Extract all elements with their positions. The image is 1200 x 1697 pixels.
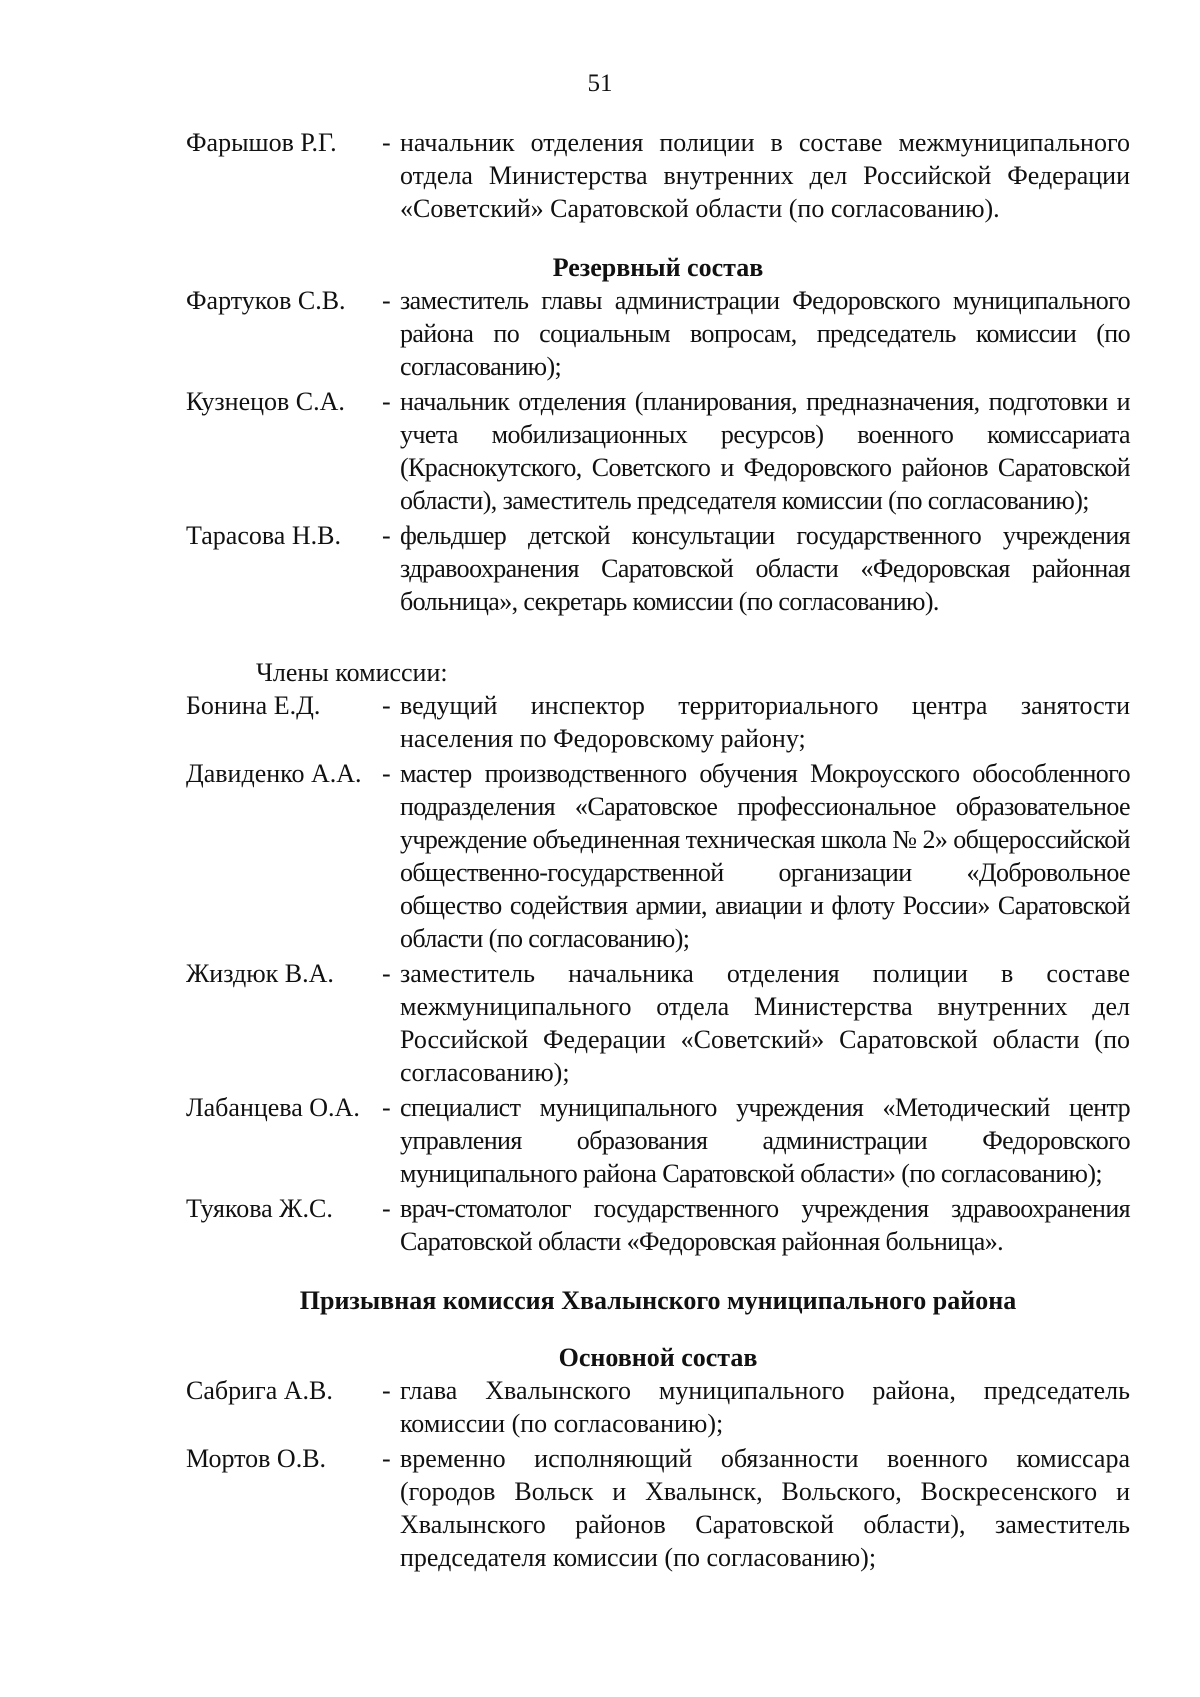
dash-separator: - <box>382 1444 391 1473</box>
member-name: Мортов О.В. <box>186 1444 327 1473</box>
member-name: Туякова Ж.С. <box>186 1194 333 1223</box>
list-item <box>186 1442 1130 1574</box>
dash-separator: - <box>382 1376 391 1405</box>
members-label: Члены комиссии: <box>256 658 448 687</box>
document-body <box>186 126 1130 1576</box>
list-item <box>186 519 1130 618</box>
dash-separator: - <box>382 521 391 550</box>
dash-separator: - <box>382 128 391 157</box>
member-name: Кузнецов С.А. <box>186 387 345 416</box>
list-item <box>186 757 1130 955</box>
member-description: заместитель главы администрации Федоровского муниципального района по социальным вопросам, председатель комиссии (по согласованию); <box>400 286 1130 381</box>
list-item <box>186 284 1130 383</box>
list-item <box>186 1091 1130 1190</box>
page-number: 51 <box>587 70 613 97</box>
member-description: врач-стоматолог государственного учреждения здравоохранения Саратовской области «Федоровская районная больница». <box>400 1194 1130 1256</box>
member-name: Тарасова Н.В. <box>186 521 341 550</box>
list-item <box>186 126 1130 225</box>
dash-separator: - <box>382 691 391 720</box>
section-heading-reserve: Резервный состав <box>552 253 764 282</box>
dash-separator: - <box>382 1194 391 1223</box>
dash-separator: - <box>382 1093 391 1122</box>
member-name: Фарышов Р.Г. <box>186 128 337 157</box>
member-description: глава Хвалынского муниципального района, председатель комиссии (по согласованию); <box>400 1376 1130 1438</box>
member-name: Жиздюк В.А. <box>186 959 334 988</box>
member-name: Фартуков С.В. <box>186 286 346 315</box>
member-description: ведущий инспектор территориального центра занятости населения по Федоровскому району; <box>400 691 1130 753</box>
member-description: специалист муниципального учреждения «Методический центр управления образования администрации Федоровского муниципального района Саратовской области» (по согласованию); <box>400 1093 1130 1188</box>
member-description: фельдшер детской консультации государственного учреждения здравоохранения Саратовской области «Федоровская районная больница», секретарь комиссии (по согласованию). <box>400 521 1130 616</box>
member-description: мастер производственного обучения Мокроусского обособленного подразделения «Саратовское профессиональное образовательное учреждение объединенная техническая школа № 2» общероссийской общественно-государственной организации «Добровольное общество содействия армии, авиации и флоту России» Саратовской области (по согласованию); <box>400 759 1130 953</box>
member-name: Давиденко А.А. <box>186 759 362 788</box>
list-item <box>186 689 1130 755</box>
section-heading-main: Основной состав <box>558 1343 758 1372</box>
member-name: Сабрига А.В. <box>186 1376 333 1405</box>
member-description: заместитель начальника отделения полиции в составе межмуниципального отдела Министерства внутренних дел Российской Федерации «Советский» Саратовской области (по согласованию); <box>400 959 1130 1087</box>
member-description: начальник отделения (планирования, предназначения, подготовки и учета мобилизационных ресурсов) военного комиссариата (Краснокутского, Советского и Федоровского районов Саратовской области), заместитель председателя комиссии (по согласованию); <box>400 387 1130 515</box>
list-item <box>186 957 1130 1089</box>
dash-separator: - <box>382 959 391 988</box>
member-description: временно исполняющий обязанности военного комиссара (городов Вольск и Хвалынск, Вольского, Воскресенского и Хвалынского районов Саратовской области), заместитель председателя комиссии (по согласованию); <box>400 1444 1130 1572</box>
list-item <box>186 385 1130 517</box>
list-item <box>186 1192 1130 1258</box>
section-title-khvalynsk: Призывная комиссия Хвалынского муниципального района <box>299 1286 1017 1315</box>
member-name: Лабанцева О.А. <box>186 1093 360 1122</box>
dash-separator: - <box>382 759 391 788</box>
dash-separator: - <box>382 387 391 416</box>
member-description: начальник отделения полиции в составе межмуниципального отдела Министерства внутренних дел Российской Федерации «Советский» Саратовской области (по согласованию). <box>400 128 1130 223</box>
dash-separator: - <box>382 286 391 315</box>
member-name: Бонина Е.Д. <box>186 691 321 720</box>
list-item <box>186 1374 1130 1440</box>
